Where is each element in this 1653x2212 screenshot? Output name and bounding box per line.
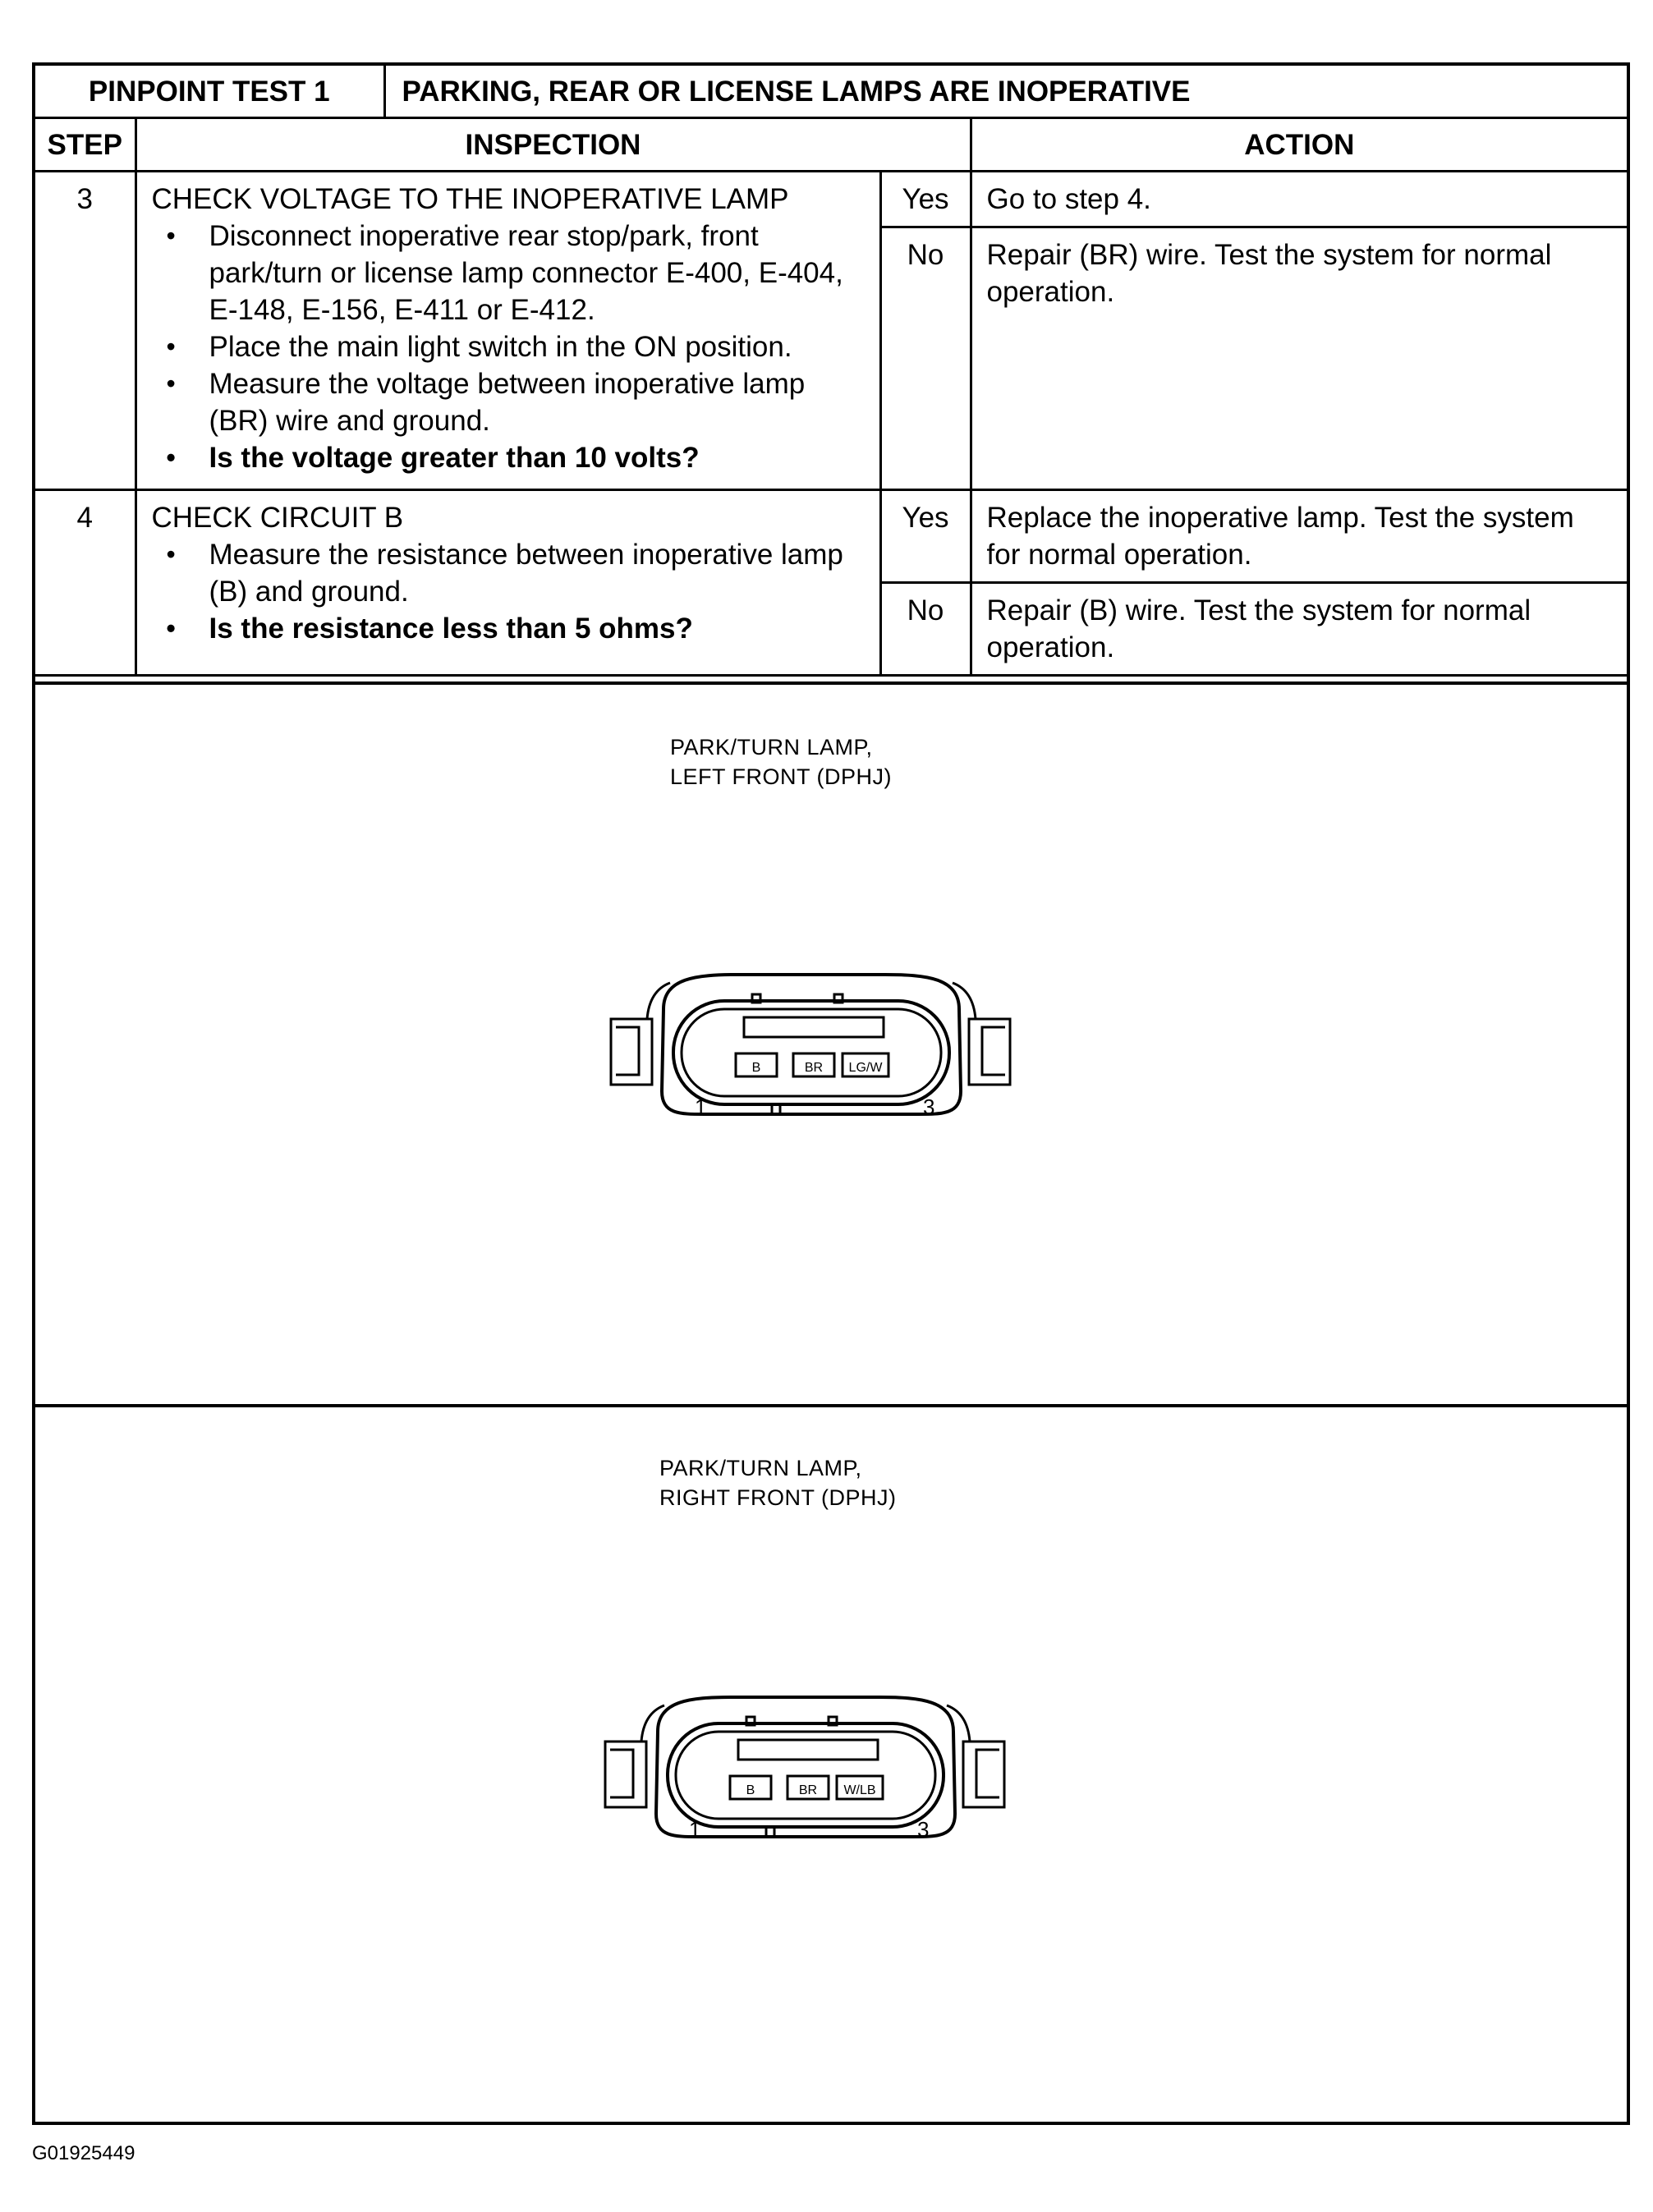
- step-4-no-label: No: [880, 583, 971, 676]
- connector-left-front-diagram: [606, 968, 1017, 1116]
- step-4-yes-action: Replace the inoperative lamp. Test the system for normal operation.: [971, 490, 1627, 583]
- figure-id: G01925449: [32, 2142, 135, 2164]
- col-action-header: ACTION: [971, 118, 1627, 172]
- step-4-title: CHECK CIRCUIT B: [151, 502, 404, 534]
- step-3-question: • Is the voltage greater than 10 volts?: [152, 439, 868, 476]
- step-3-yes-label: Yes: [880, 172, 971, 227]
- connector-panel-left-front: [35, 681, 1627, 1407]
- step-3-yes-action: Go to step 4.: [971, 172, 1627, 227]
- step-4-question: • Is the resistance less than 5 ohms?: [152, 610, 868, 647]
- step-3-bullet: • Place the main light switch in the ON position.: [152, 328, 868, 365]
- connector-caption-left-front: PARK/TURN LAMP, LEFT FRONT (DPHJ): [670, 735, 893, 789]
- pinpoint-test-frame: [32, 62, 1630, 2125]
- pin-label: B: [751, 1061, 761, 1075]
- test-id: PINPOINT TEST 1: [35, 66, 384, 118]
- step-3-title: CHECK VOLTAGE TO THE INOPERATIVE LAMP: [151, 183, 789, 215]
- step-4-bullet: • Measure the resistance between inoperative lamp (B) and ground.: [152, 536, 868, 610]
- col-inspection-header: INSPECTION: [135, 118, 971, 172]
- step-3-bullet: • Measure the voltage between inoperative lamp (BR) wire and ground.: [152, 365, 868, 439]
- step-4-number: 4: [35, 490, 135, 676]
- connector-caption-right-front: PARK/TURN LAMP, RIGHT FRONT (DPHJ): [659, 1456, 897, 1510]
- step-4-inspection: [135, 490, 880, 676]
- step-4-yes-label: Yes: [880, 490, 971, 583]
- step-3-no-action: Repair (BR) wire. Test the system for normal operation.: [971, 227, 1627, 490]
- pin-number-end: 3: [917, 1817, 930, 1838]
- pin-label: B: [746, 1783, 755, 1797]
- step-3-no-label: No: [880, 227, 971, 490]
- step-3-bullet: • Disconnect inoperative rear stop/park, front park/turn or license lamp connector E-400, E-404, E-148, E-156, E-411 or E-412.: [152, 218, 868, 328]
- pin-number-start: 1: [695, 1095, 707, 1116]
- pin-number-start: 1: [689, 1817, 701, 1838]
- connector-panel-right-front: [35, 1404, 1627, 2128]
- step-3-inspection: [135, 172, 880, 490]
- col-step-header: STEP: [35, 118, 135, 172]
- pinpoint-test-table: [35, 66, 1627, 677]
- pin-label: BR: [798, 1783, 818, 1797]
- pin-number-end: 3: [923, 1095, 935, 1116]
- pin-label: W/LB: [843, 1783, 876, 1797]
- step-3-number: 3: [35, 172, 135, 490]
- connector-right-front-diagram: [600, 1691, 1011, 1838]
- test-title: PARKING, REAR OR LICENSE LAMPS ARE INOPERATIVE: [384, 66, 1627, 118]
- pin-label: BR: [804, 1061, 824, 1075]
- pin-label: LG/W: [848, 1061, 883, 1075]
- step-4-no-action: Repair (B) wire. Test the system for normal operation.: [971, 583, 1627, 676]
